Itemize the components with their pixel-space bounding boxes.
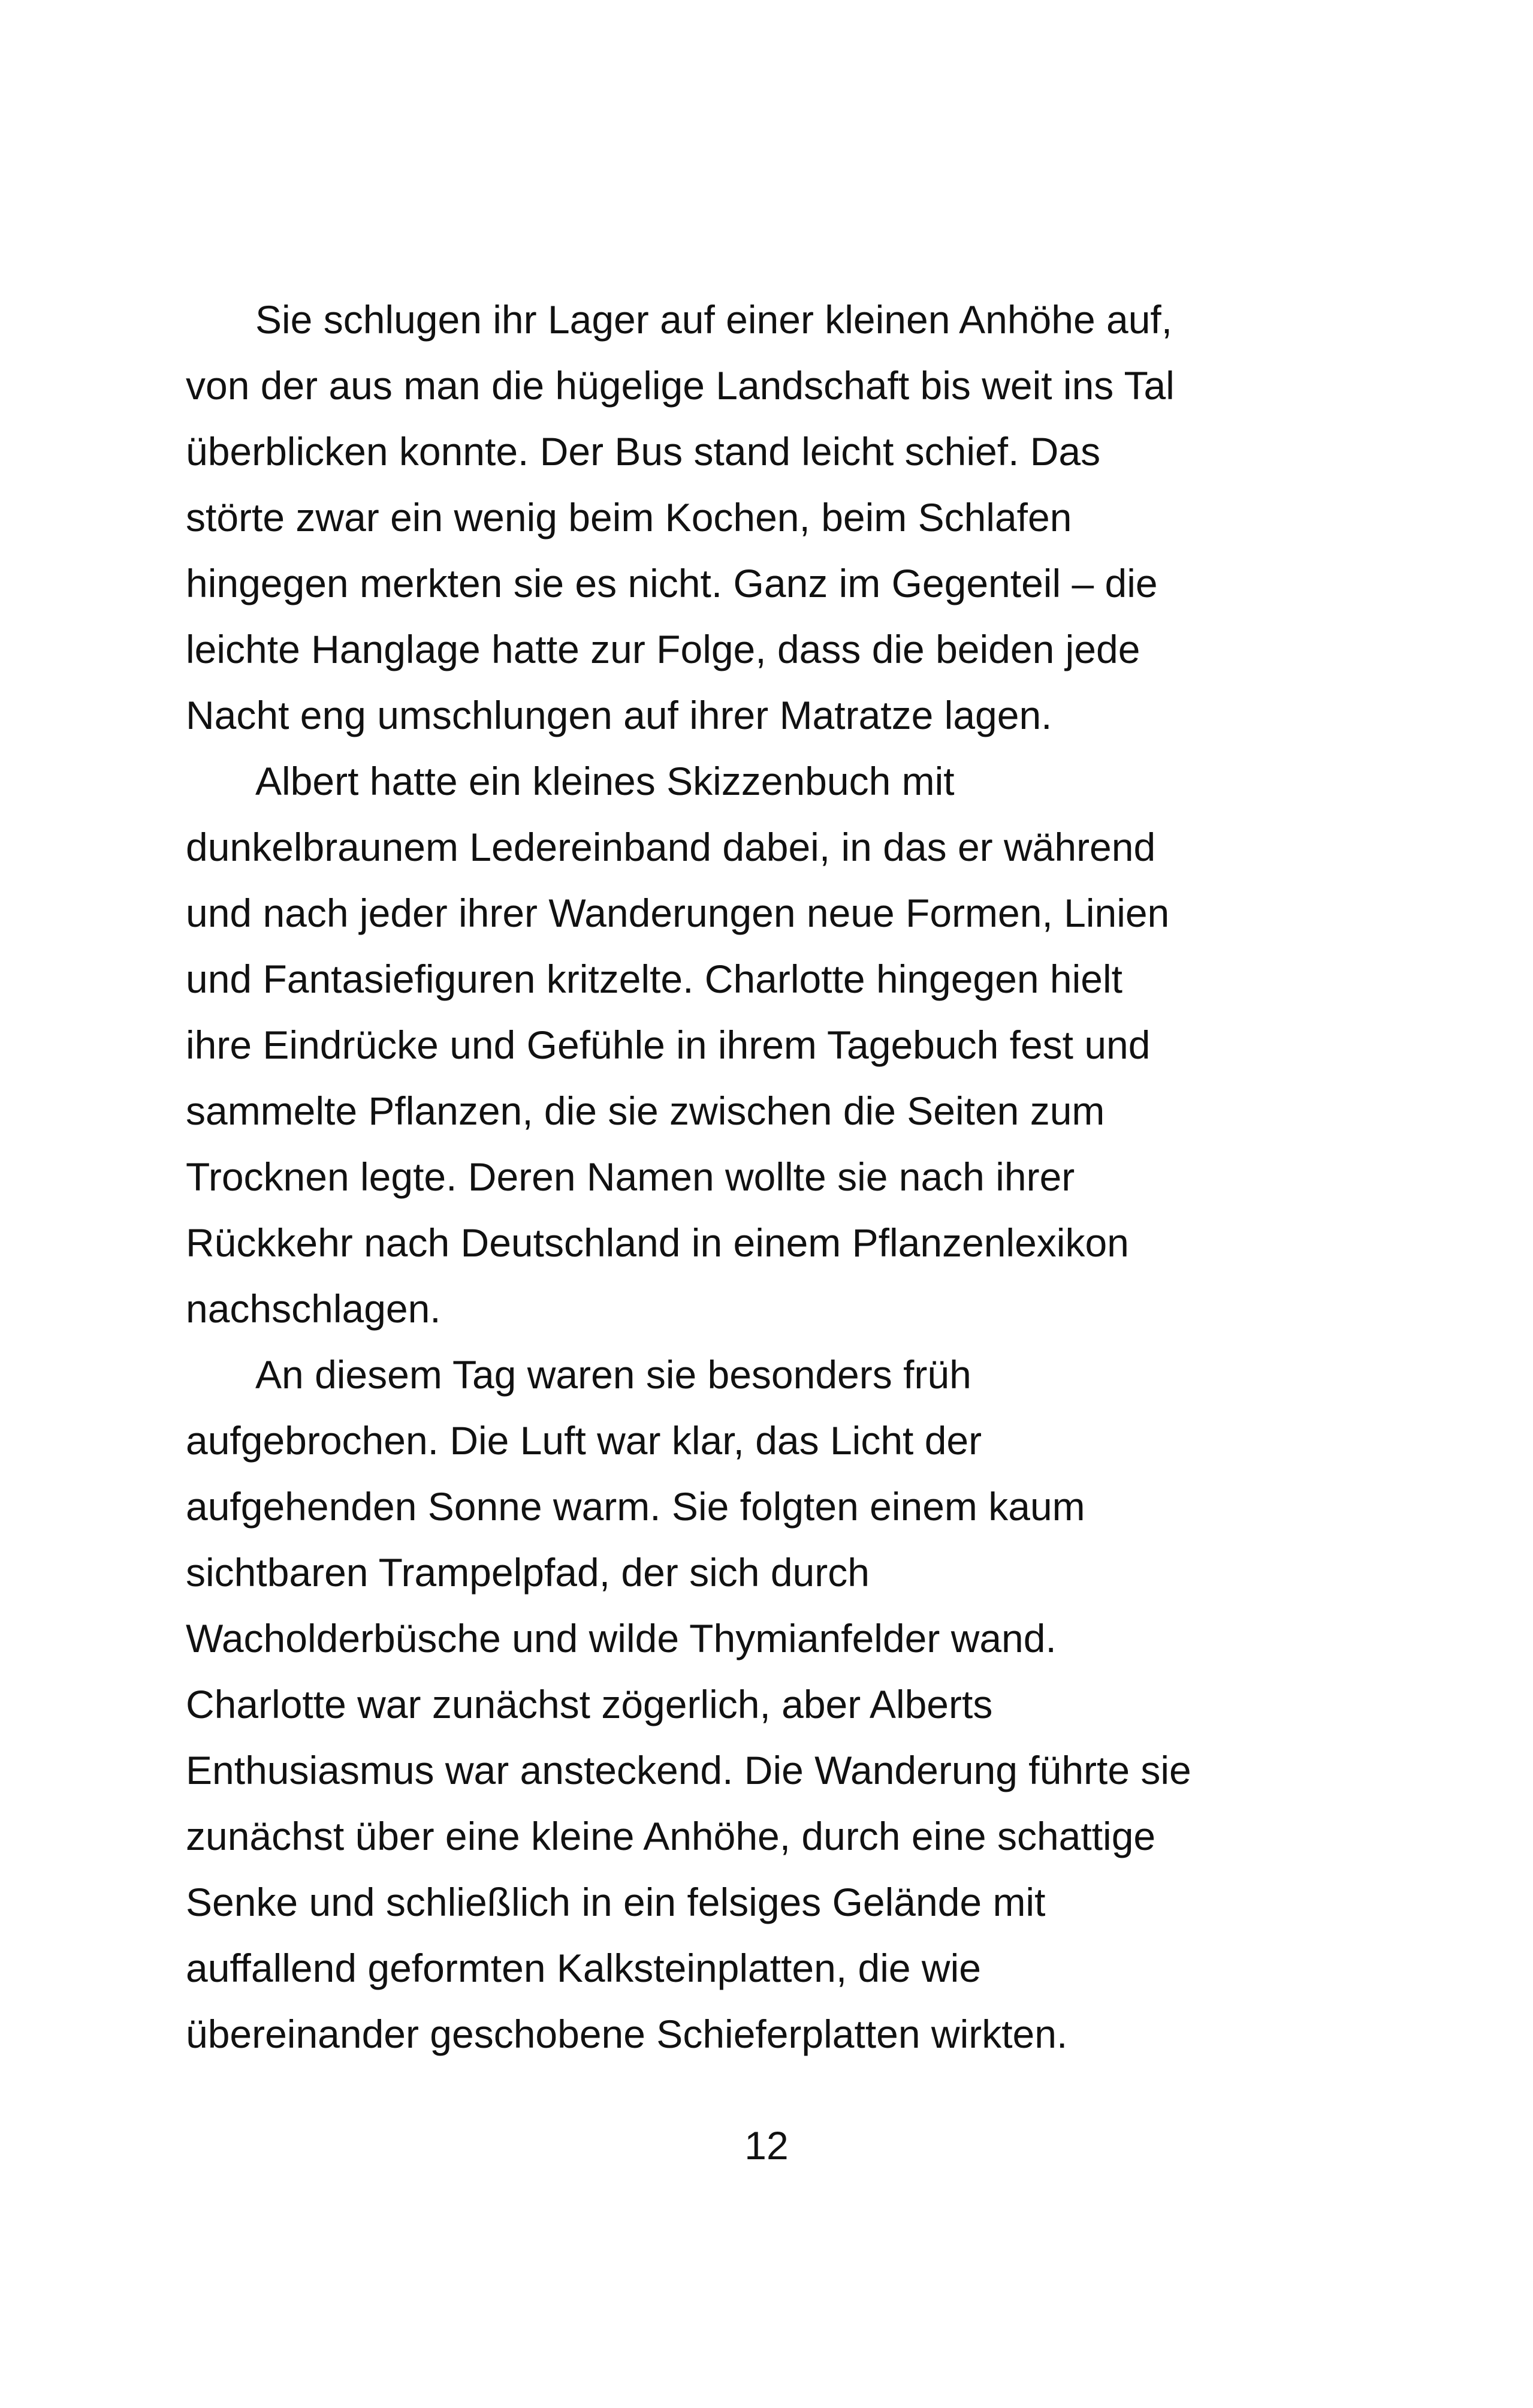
paragraph-3-line-5: Wacholderbüsche und wilde Thymianfelder wand.	[186, 1616, 1057, 1660]
paragraph-3-line-8: zunächst über eine kleine Anhöhe, durch eine schattige	[186, 1814, 1156, 1858]
paragraph-3-line-4: sichtbaren Trampelpfad, der sich durch	[186, 1550, 870, 1595]
paragraph-3-line-10: auffallend geformten Kalksteinplatten, die wie	[186, 1946, 981, 1990]
paragraph-3-line-3: aufgehenden Sonne warm. Sie folgten einem kaum	[186, 1484, 1085, 1529]
paragraph-3-line-1: An diesem Tag waren sie besonders früh	[255, 1352, 971, 1397]
paragraph-3-line-11: übereinander geschobene Schieferplatten wirkten.	[186, 2012, 1068, 2056]
paragraph-2-line-7: Trocknen legte. Deren Namen wollte sie nach ihrer	[186, 1155, 1075, 1199]
paragraph-1-line-5: hingegen merkten sie es nicht. Ganz im Gegenteil – die	[186, 561, 1158, 605]
paragraph-2-line-4: und Fantasiefiguren kritzelte. Charlotte hingegen hielt	[186, 957, 1122, 1001]
paragraph-1-line-1: Sie schlugen ihr Lager auf einer kleinen Anhöhe auf,	[255, 297, 1173, 342]
paragraph-1-line-4: störte zwar ein wenig beim Kochen, beim Schlafen	[186, 495, 1072, 540]
paragraph-2-line-1: Albert hatte ein kleines Skizzenbuch mit	[255, 759, 955, 803]
paragraph-2-line-5: ihre Eindrücke und Gefühle in ihrem Tagebuch fest und	[186, 1023, 1151, 1067]
paragraph-3-line-2: aufgebrochen. Die Luft war klar, das Licht der	[186, 1418, 982, 1463]
paragraph-1-line-2: von der aus man die hügelige Landschaft bis weit ins Tal	[186, 363, 1175, 408]
page-number: 12	[744, 2123, 789, 2168]
paragraph-2-line-3: und nach jeder ihrer Wanderungen neue Formen, Linien	[186, 891, 1170, 935]
paragraph-1-line-3: überblicken konnte. Der Bus stand leicht schief. Das	[186, 429, 1101, 474]
paragraph-2-line-6: sammelte Pflanzen, die sie zwischen die Seiten zum	[186, 1089, 1105, 1133]
paragraph-1-line-7: Nacht eng umschlungen auf ihrer Matratze lagen.	[186, 693, 1052, 737]
paragraph-1-line-6: leichte Hanglage hatte zur Folge, dass die beiden jede	[186, 627, 1140, 671]
paragraph-3-line-6: Charlotte war zunächst zögerlich, aber Alberts	[186, 1682, 993, 1726]
paragraph-3-line-9: Senke und schließlich in ein felsiges Gelände mit	[186, 1880, 1046, 1924]
paragraph-2-line-8: Rückkehr nach Deutschland in einem Pflanzenlexikon	[186, 1220, 1129, 1265]
paragraph-2-line-2: dunkelbraunem Ledereinband dabei, in das er während	[186, 825, 1156, 869]
paragraph-2-line-9: nachschlagen.	[186, 1286, 441, 1331]
paragraph-3-line-7: Enthusiasmus war ansteckend. Die Wanderung führte sie	[186, 1748, 1191, 1792]
body-text	[186, 287, 1360, 2067]
